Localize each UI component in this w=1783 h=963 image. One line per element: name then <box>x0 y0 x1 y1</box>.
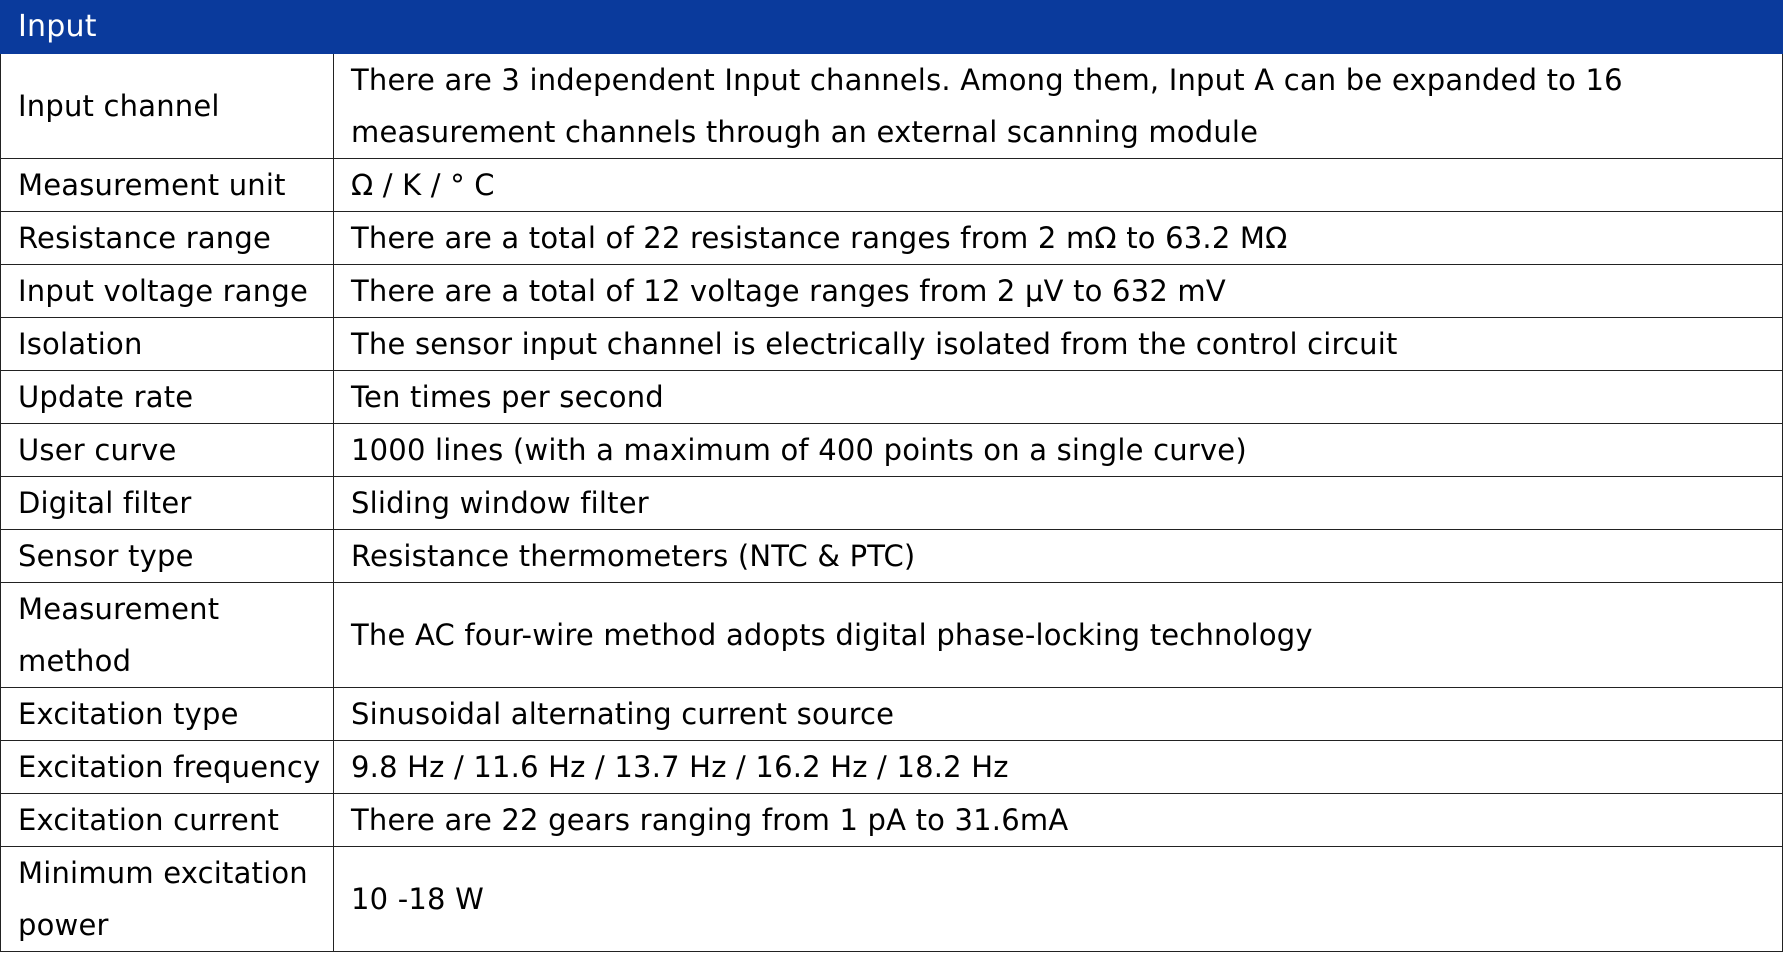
row-label: Update rate <box>1 371 334 424</box>
row-value: The AC four-wire method adopts digital phase-locking technology <box>334 583 1783 688</box>
row-value: There are 3 independent Input channels. Among them, Input A can be expanded to 16 measurement channels through an external scanning module <box>334 54 1783 159</box>
table-row <box>1 794 1783 847</box>
table-row <box>1 212 1783 265</box>
table-row <box>1 265 1783 318</box>
table-row <box>1 318 1783 371</box>
row-label: Excitation type <box>1 688 334 741</box>
row-label: Digital filter <box>1 477 334 530</box>
row-label: Minimum excitation power <box>1 847 334 952</box>
table-row <box>1 54 1783 159</box>
table-row <box>1 583 1783 688</box>
table-row <box>1 159 1783 212</box>
row-value: 10 -18 W <box>334 847 1783 952</box>
row-value: The sensor input channel is electrically isolated from the control circuit <box>334 318 1783 371</box>
row-label: Sensor type <box>1 530 334 583</box>
row-value: There are 22 gears ranging from 1 pA to 31.6mA <box>334 794 1783 847</box>
table-row <box>1 688 1783 741</box>
table-row <box>1 371 1783 424</box>
row-value: 9.8 Hz / 11.6 Hz / 13.7 Hz / 16.2 Hz / 18.2 Hz <box>334 741 1783 794</box>
row-value: Ten times per second <box>334 371 1783 424</box>
row-label: Measurement method <box>1 583 334 688</box>
table-header-row <box>1 1 1783 54</box>
row-value: Sliding window filter <box>334 477 1783 530</box>
table-row <box>1 424 1783 477</box>
row-label: Excitation current <box>1 794 334 847</box>
row-value: There are a total of 12 voltage ranges from 2 μV to 632 mV <box>334 265 1783 318</box>
row-value: 1000 lines (with a maximum of 400 points on a single curve) <box>334 424 1783 477</box>
row-label: User curve <box>1 424 334 477</box>
row-value: Sinusoidal alternating current source <box>334 688 1783 741</box>
row-label: Input voltage range <box>1 265 334 318</box>
table-row <box>1 847 1783 952</box>
row-value: Resistance thermometers (NTC & PTC) <box>334 530 1783 583</box>
row-value: There are a total of 22 resistance ranges from 2 mΩ to 63.2 MΩ <box>334 212 1783 265</box>
row-label: Isolation <box>1 318 334 371</box>
row-label: Input channel <box>1 54 334 159</box>
row-value: Ω / K / ° C <box>334 159 1783 212</box>
row-label: Excitation frequency <box>1 741 334 794</box>
row-label: Resistance range <box>1 212 334 265</box>
table-row <box>1 477 1783 530</box>
table-row <box>1 530 1783 583</box>
row-label: Measurement unit <box>1 159 334 212</box>
table-row <box>1 741 1783 794</box>
table-header: Input <box>1 1 1783 54</box>
